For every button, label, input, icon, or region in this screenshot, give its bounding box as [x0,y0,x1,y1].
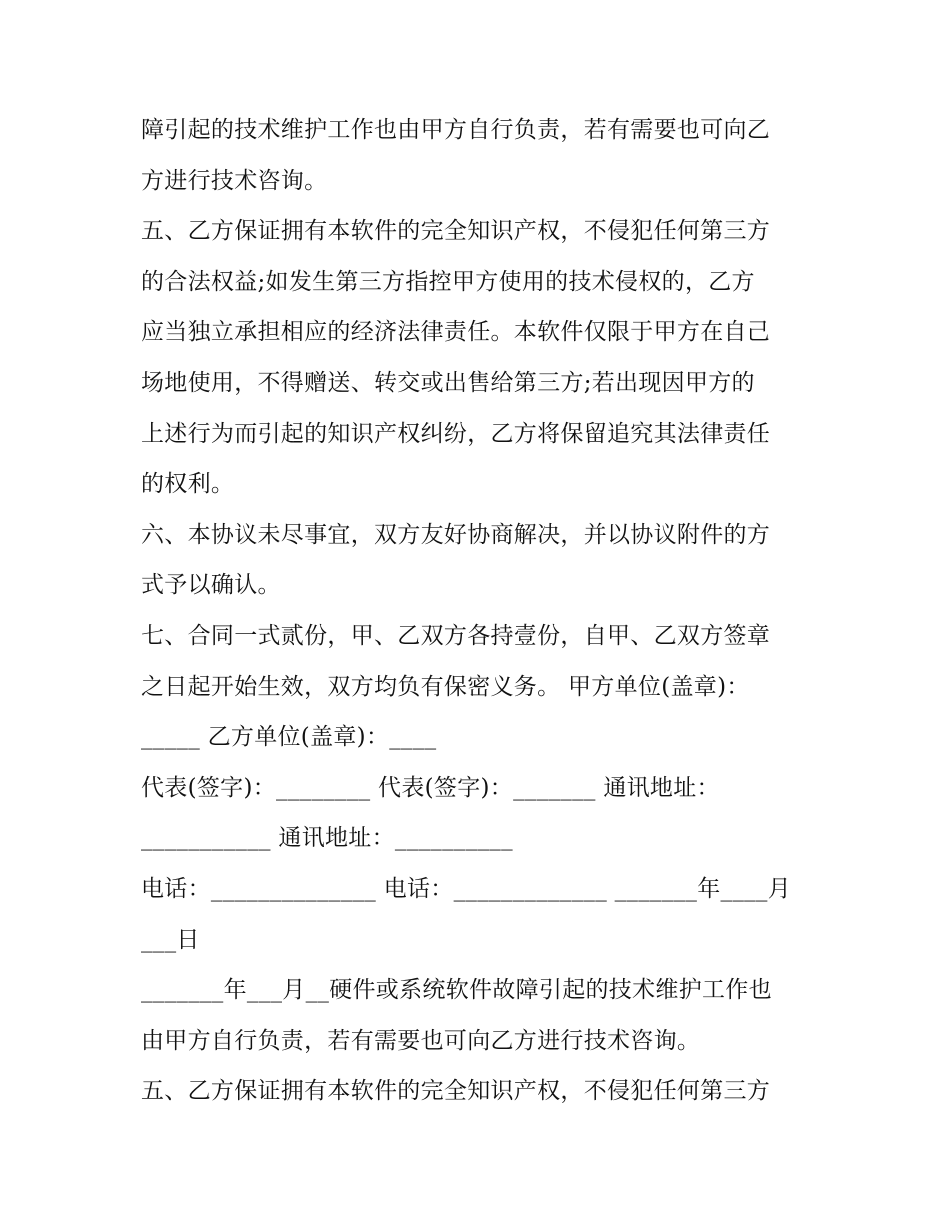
signature-line: ___________ 通讯地址：__________ [141,825,513,852]
text-line: 场地使用，不得赠送、转交或出售给第三方;若出现因甲方的 [141,369,755,396]
text-line: 障引起的技术维护工作也由甲方自行负责，若有需要也可向乙 [141,117,771,143]
document-body [141,105,821,1117]
text-line: 应当独立承担相应的经济法律责任。本软件仅限于甲方在自己 [141,319,771,346]
text-line: 式予以确认。 [141,572,281,599]
text-line: 七、合同一式贰份，甲、乙双方各持壹份，自甲、乙双方签章 [141,622,771,649]
signature-line: _____ 乙方单位(盖章)：____ [141,724,437,751]
text-line: _______年___月__硬件或系统软件故障引起的技术维护工作也 [141,977,772,1004]
text-line: 的权利。 [141,471,235,498]
signature-line: ___日 [141,926,200,953]
text-line: 五、乙方保证拥有本软件的完全知识产权，不侵犯任何第三方 [141,1078,771,1105]
text-line: 由甲方自行负责，若有需要也可向乙方进行技术咨询。 [141,1027,701,1054]
signature-line: 电话：______________ 电话：_____________ _______年____月 [141,875,792,902]
text-line: 五、乙方保证拥有本软件的完全知识产权，不侵犯任何第三方 [141,218,771,245]
text-line: 六、本协议未尽事宜，双方友好协商解决，并以协议附件的方 [141,521,771,548]
text-line: 之日起开始生效，双方均负有保密义务。 甲方单位(盖章)： [141,673,750,700]
text-line: 上述行为而引起的知识产权纠纷，乙方将保留追究其法律责任 [141,420,771,447]
signature-line: 代表(签字)：________ 代表(签字)：_______ 通讯地址： [141,774,720,801]
text-line: 方进行技术咨询。 [141,167,328,194]
text-line: 的合法权益;如发生第三方指控甲方使用的技术侵权的，乙方 [141,268,755,295]
